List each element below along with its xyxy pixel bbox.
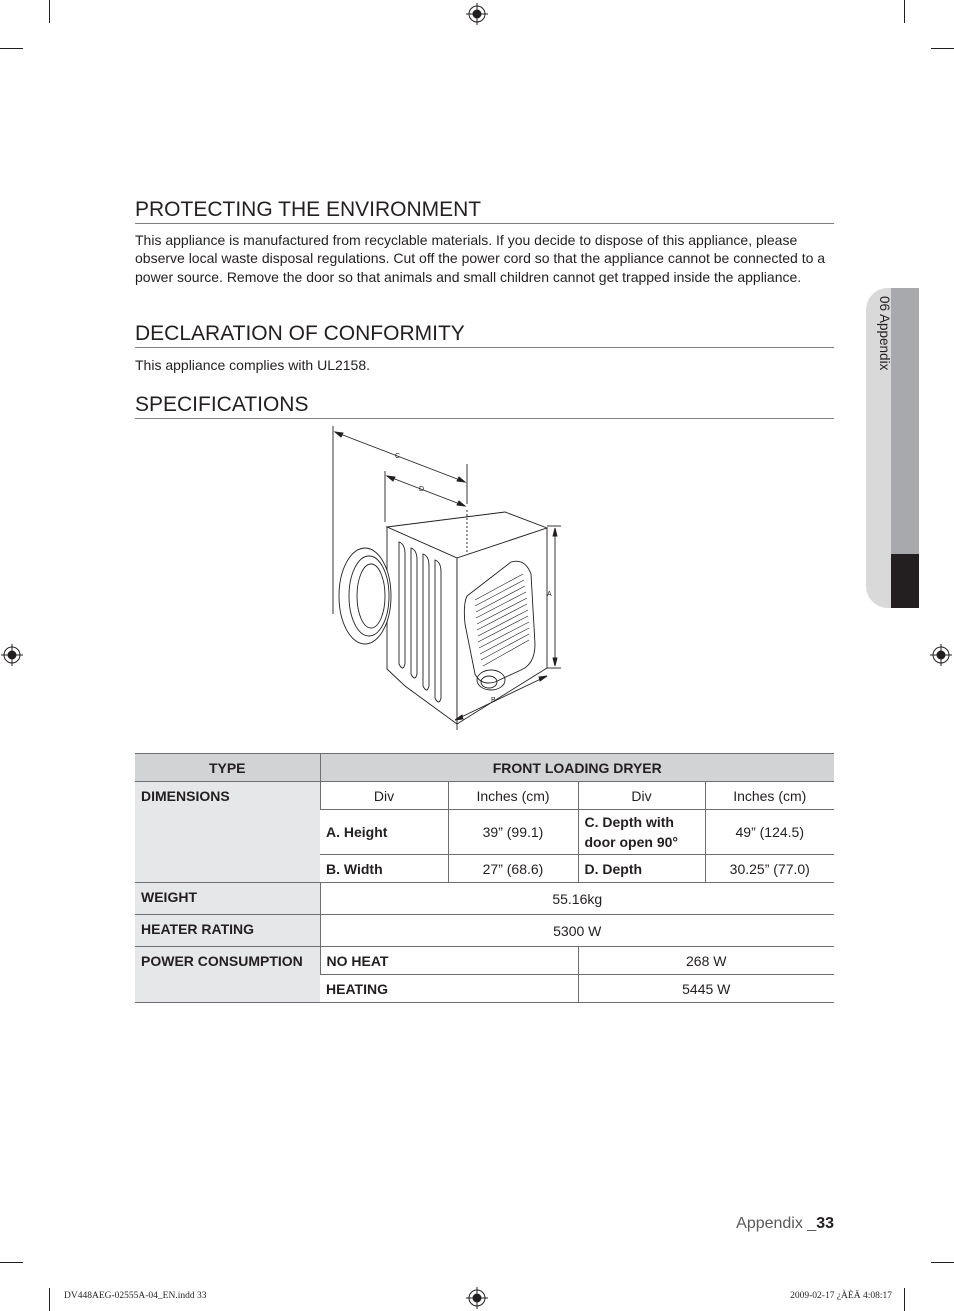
dryer-dimension-diagram — [325, 424, 570, 736]
specifications-table — [135, 753, 834, 1003]
dimension-label-b: B — [491, 697, 496, 704]
height-value: 39” (99.1) — [448, 810, 578, 855]
heating-label: HEATING — [320, 975, 578, 1003]
depth-value: 30.25” (77.0) — [705, 855, 834, 883]
width-value: 27” (68.6) — [448, 855, 578, 883]
height-label: A. Height — [320, 810, 448, 855]
dimensions-label: DIMENSIONS — [135, 782, 320, 883]
power-label: POWER CONSUMPTION — [135, 947, 320, 1003]
registration-mark-icon — [466, 1287, 488, 1309]
weight-value: 55.16kg — [320, 883, 834, 915]
crop-mark — [931, 48, 954, 49]
column-header: Inches (cm) — [448, 782, 578, 810]
table-row — [135, 782, 834, 810]
page-number: 33 — [816, 1215, 834, 1232]
no-heat-label: NO HEAT — [320, 947, 578, 975]
crop-mark — [49, 0, 50, 23]
crop-mark — [0, 1262, 23, 1263]
table-row — [135, 883, 834, 915]
heater-label: HEATER RATING — [135, 915, 320, 947]
chapter-tab-bar — [891, 288, 919, 554]
weight-label: WEIGHT — [135, 883, 320, 915]
section-title-conformity: DECLARATION OF CONFORMITY — [135, 322, 834, 348]
table-row — [135, 915, 834, 947]
depth-label: D. Depth — [578, 855, 705, 883]
crop-mark — [931, 1262, 954, 1263]
table-row — [135, 754, 834, 782]
depth-open-value: 49” (124.5) — [705, 810, 834, 855]
dimension-label-c: C — [395, 453, 401, 460]
footer-section: Appendix _ — [736, 1215, 817, 1232]
type-value: FRONT LOADING DRYER — [320, 754, 834, 782]
chapter-tab-marker — [891, 554, 919, 608]
crop-mark — [904, 1288, 905, 1311]
environment-text: This appliance is manufactured from recyclable materials. If you decide to dispose of this appliance, please observe local waste disposal regulations. Cut off the power cord so that the appliance cannot be connected to a power source. Remove the door so that animals and small children cannot get trapped inside the appliance. — [135, 232, 826, 285]
section-title-environment: PROTECTING THE ENVIRONMENT — [135, 198, 834, 224]
column-header: Div — [320, 782, 448, 810]
crop-mark — [0, 48, 23, 49]
registration-mark-icon — [930, 644, 952, 666]
column-header: Inches (cm) — [705, 782, 834, 810]
heater-value: 5300 W — [320, 915, 834, 947]
section-title-specifications: SPECIFICATIONS — [135, 393, 834, 419]
print-slug-right: 2009-02-17 ¿ÀÈÄ 4:08:17 — [790, 1291, 892, 1301]
dimension-label-d: D — [419, 486, 425, 493]
width-label: B. Width — [320, 855, 448, 883]
crop-mark — [904, 0, 905, 23]
heating-value: 5445 W — [578, 975, 834, 1003]
depth-open-label: C. Depth with door open 90° — [578, 810, 705, 855]
column-header: Div — [578, 782, 705, 810]
conformity-text: This appliance complies with UL2158. — [135, 357, 371, 373]
crop-mark — [49, 1288, 50, 1311]
dimension-label-a: A — [547, 591, 552, 598]
print-slug-left: DV448AEG-02555A-04_EN.indd 33 — [64, 1291, 207, 1301]
chapter-tab-label: 06 Appendix — [877, 296, 892, 371]
no-heat-value: 268 W — [578, 947, 834, 975]
type-label: TYPE — [135, 754, 320, 782]
registration-mark-icon — [466, 3, 488, 25]
page-footer — [736, 1215, 834, 1233]
table-row — [135, 947, 834, 975]
registration-mark-icon — [1, 644, 23, 666]
chapter-tab — [866, 288, 919, 608]
